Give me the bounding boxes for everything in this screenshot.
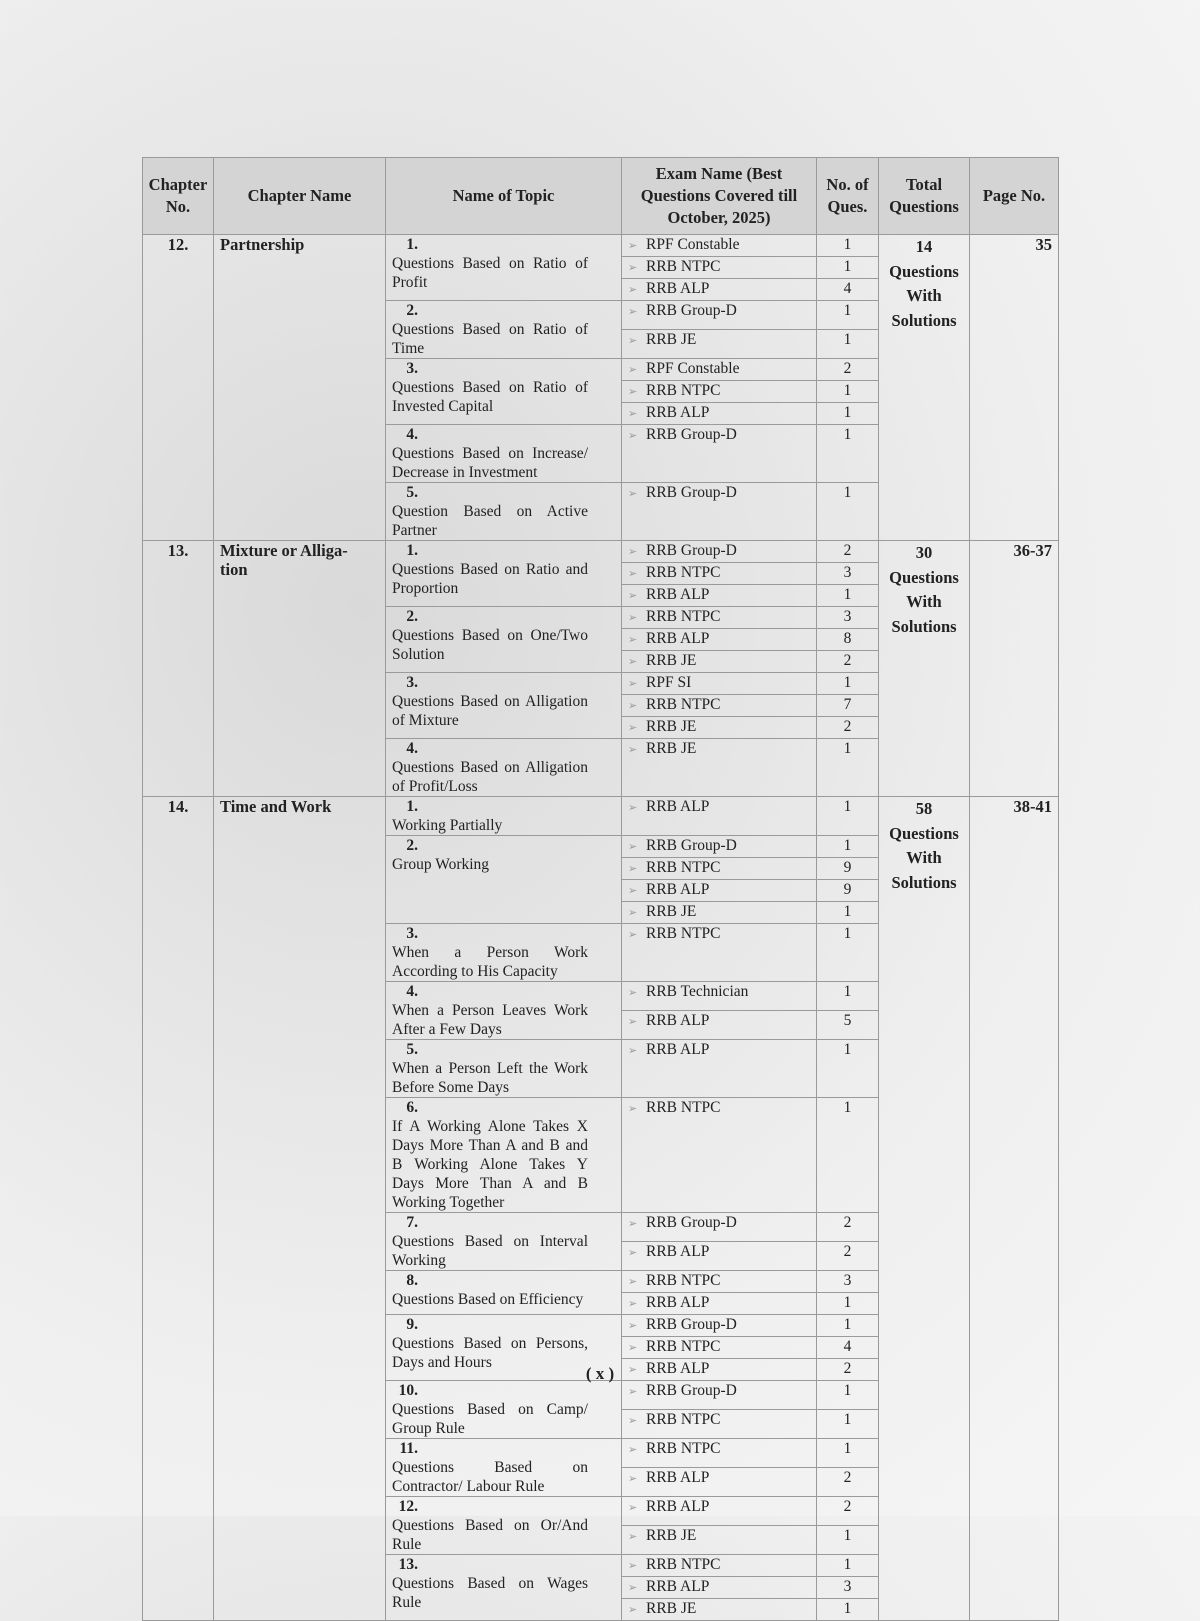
exam-cell	[622, 359, 817, 381]
topic-cell	[386, 1381, 622, 1439]
topic-number: 7.	[406, 1214, 418, 1231]
question-count: 1	[817, 982, 879, 1011]
topic-number: 4.	[406, 740, 418, 757]
total-questions-text: With	[906, 286, 942, 305]
topic-number: 1.	[406, 798, 418, 815]
exam-name: RRB NTPC	[646, 925, 721, 942]
arrow-bullet-icon: ➢	[628, 1045, 638, 1057]
exam-cell	[622, 1468, 817, 1497]
topic-cell	[386, 982, 622, 1040]
topic-number: 8.	[406, 1272, 418, 1289]
total-questions-cell	[879, 541, 970, 797]
exam-name: RRB ALP	[646, 1469, 710, 1486]
topic-number: 12.	[398, 1498, 418, 1515]
arrow-bullet-icon: ➢	[628, 1386, 638, 1398]
exam-name: RRB ALP	[646, 1498, 710, 1515]
total-questions-text: Questions	[889, 261, 959, 281]
topic-cell	[386, 1555, 622, 1621]
topic-cell	[386, 1497, 622, 1555]
question-count: 1	[817, 1410, 879, 1439]
arrow-bullet-icon: ➢	[628, 1604, 638, 1616]
question-count: 1	[817, 425, 879, 483]
arrow-bullet-icon: ➢	[628, 929, 638, 941]
total-questions-text: 14	[915, 237, 933, 256]
arrow-bullet-icon: ➢	[628, 1103, 638, 1115]
question-count: 2	[817, 1242, 879, 1271]
exam-cell	[622, 1293, 817, 1315]
question-count: 2	[817, 1359, 879, 1381]
total-questions-cell	[879, 235, 970, 541]
exam-name: RRB NTPC	[646, 382, 721, 399]
question-count: 7	[817, 695, 879, 717]
exam-name: RRB NTPC	[646, 1099, 721, 1116]
topic-title: When a Person Left the Work Before Some Days	[392, 1060, 588, 1096]
topic-number: 2.	[406, 302, 418, 319]
topic-title: Question Based on Active Partner	[392, 503, 588, 539]
exam-cell	[622, 585, 817, 607]
exam-name: RRB NTPC	[646, 1440, 721, 1457]
page-range: 36-37	[970, 541, 1059, 797]
question-count: 1	[817, 797, 879, 836]
question-count: 1	[817, 673, 879, 695]
question-count: 1	[817, 1555, 879, 1577]
total-questions-text: Solutions	[891, 872, 957, 892]
topic-cell	[386, 1439, 622, 1497]
topic-number: 3.	[406, 674, 418, 691]
topic-cell	[386, 797, 622, 836]
arrow-bullet-icon: ➢	[628, 240, 638, 252]
question-count: 1	[817, 381, 879, 403]
question-count: 2	[817, 541, 879, 563]
exam-name: RRB NTPC	[646, 859, 721, 876]
exam-name: RRB Group-D	[646, 1214, 737, 1231]
question-count: 2	[817, 1497, 879, 1526]
chapter-number: 14.	[143, 797, 214, 1621]
question-count: 1	[817, 1381, 879, 1410]
exam-name: RRB Group-D	[646, 542, 737, 559]
exam-cell	[622, 924, 817, 982]
topic-cell	[386, 1213, 622, 1271]
exam-cell	[622, 880, 817, 902]
header-page-no: Page No.	[970, 158, 1059, 235]
topic-number: 1.	[406, 542, 418, 559]
exam-cell	[622, 279, 817, 301]
arrow-bullet-icon: ➢	[628, 590, 638, 602]
exam-cell	[622, 1315, 817, 1337]
exam-cell	[622, 1011, 817, 1040]
topic-title: Questions Based on Increase/ Decrease in Investment	[392, 445, 588, 481]
exam-cell	[622, 1599, 817, 1621]
exam-cell	[622, 1242, 817, 1271]
exam-cell	[622, 629, 817, 651]
exam-cell	[622, 717, 817, 739]
topic-cell	[386, 483, 622, 541]
topic-title: Questions Based on Efficiency	[392, 1291, 584, 1308]
arrow-bullet-icon: ➢	[628, 568, 638, 580]
header-chapter-name: Chapter Name	[214, 158, 386, 235]
exam-name: RRB Technician	[646, 983, 749, 1000]
exam-cell	[622, 1577, 817, 1599]
topic-cell	[386, 836, 622, 924]
question-count: 1	[817, 257, 879, 279]
question-count: 1	[817, 1439, 879, 1468]
exam-name: RRB ALP	[646, 586, 710, 603]
arrow-bullet-icon: ➢	[628, 488, 638, 500]
topic-number: 10.	[398, 1382, 418, 1399]
exam-name: RRB NTPC	[646, 1556, 721, 1573]
topic-cell	[386, 541, 622, 607]
question-count: 3	[817, 1577, 879, 1599]
exam-cell	[622, 607, 817, 629]
exam-cell	[622, 902, 817, 924]
question-count: 1	[817, 1599, 879, 1621]
question-count: 1	[817, 1526, 879, 1555]
exam-name: RRB ALP	[646, 280, 710, 297]
arrow-bullet-icon: ➢	[628, 1247, 638, 1259]
arrow-bullet-icon: ➢	[628, 612, 638, 624]
exam-name: RRB Group-D	[646, 837, 737, 854]
arrow-bullet-icon: ➢	[628, 1218, 638, 1230]
arrow-bullet-icon: ➢	[628, 863, 638, 875]
total-questions-text: 30	[915, 543, 933, 562]
arrow-bullet-icon: ➢	[628, 987, 638, 999]
topic-cell	[386, 1040, 622, 1098]
arrow-bullet-icon: ➢	[628, 700, 638, 712]
topic-cell	[386, 607, 622, 673]
question-count: 5	[817, 1011, 879, 1040]
arrow-bullet-icon: ➢	[628, 802, 638, 814]
exam-cell	[622, 1410, 817, 1439]
arrow-bullet-icon: ➢	[628, 386, 638, 398]
topic-title: Questions Based on Ratio of Time	[392, 321, 588, 357]
arrow-bullet-icon: ➢	[628, 885, 638, 897]
topic-title: Working Partially	[392, 817, 503, 834]
arrow-bullet-icon: ➢	[628, 1364, 638, 1376]
question-count: 1	[817, 1098, 879, 1213]
topic-title: Questions Based on Or/And Rule	[392, 1517, 588, 1553]
topic-number: 5.	[406, 484, 418, 501]
question-count: 2	[817, 717, 879, 739]
exam-cell	[622, 651, 817, 673]
topic-cell	[386, 924, 622, 982]
exam-name: RRB Group-D	[646, 1316, 737, 1333]
arrow-bullet-icon: ➢	[628, 744, 638, 756]
topic-number: 2.	[406, 837, 418, 854]
exam-name: RRB NTPC	[646, 696, 721, 713]
exam-name: RRB NTPC	[646, 1272, 721, 1289]
arrow-bullet-icon: ➢	[628, 678, 638, 690]
topic-cell	[386, 301, 622, 359]
topic-title: Questions Based on Ratio and Proportion	[392, 561, 588, 597]
topic-title: Questions Based on Ratio of Invested Capital	[392, 379, 588, 415]
exam-name: RRB ALP	[646, 1012, 710, 1029]
exam-name: RRB Group-D	[646, 1382, 737, 1399]
question-count: 3	[817, 607, 879, 629]
exam-cell	[622, 563, 817, 585]
exam-name: RRB ALP	[646, 630, 710, 647]
topic-cell	[386, 1098, 622, 1213]
topic-title: Questions Based on Interval Working	[392, 1233, 588, 1269]
arrow-bullet-icon: ➢	[628, 722, 638, 734]
arrow-bullet-icon: ➢	[628, 1276, 638, 1288]
exam-name: RRB Group-D	[646, 302, 737, 319]
exam-name: RRB ALP	[646, 1041, 710, 1058]
exam-cell	[622, 403, 817, 425]
page-range: 35	[970, 235, 1059, 541]
arrow-bullet-icon: ➢	[628, 306, 638, 318]
topic-title: Questions Based on Camp/ Group Rule	[392, 1401, 588, 1437]
question-count: 1	[817, 924, 879, 982]
exam-cell	[622, 235, 817, 257]
arrow-bullet-icon: ➢	[628, 1473, 638, 1485]
topic-title: Questions Based on Alligation of Profit/Loss	[392, 759, 588, 795]
chapter-name: Mixture or Alliga- tion	[214, 541, 386, 797]
exam-name: RRB JE	[646, 740, 697, 757]
topic-title: Questions Based on Ratio of Profit	[392, 255, 588, 291]
table-row	[143, 235, 1059, 257]
exam-cell	[622, 425, 817, 483]
header-total-questions: Total Questions	[879, 158, 970, 235]
chapter-number: 12.	[143, 235, 214, 541]
exam-name: RRB ALP	[646, 1360, 710, 1377]
exam-name: RRB NTPC	[646, 1411, 721, 1428]
arrow-bullet-icon: ➢	[628, 1415, 638, 1427]
total-questions-text: 58	[915, 799, 933, 818]
exam-name: RRB JE	[646, 1527, 697, 1544]
exam-cell	[622, 1555, 817, 1577]
exam-name: RRB NTPC	[646, 258, 721, 275]
arrow-bullet-icon: ➢	[628, 1531, 638, 1543]
exam-name: RRB JE	[646, 652, 697, 669]
arrow-bullet-icon: ➢	[628, 364, 638, 376]
question-count: 1	[817, 1040, 879, 1098]
topic-title: Questions Based on Contractor/ Labour Rule	[392, 1459, 588, 1495]
topic-cell	[386, 425, 622, 483]
arrow-bullet-icon: ➢	[628, 1016, 638, 1028]
arrow-bullet-icon: ➢	[628, 408, 638, 420]
topic-title: When a Person Leaves Work After a Few Days	[392, 1002, 588, 1038]
question-count: 9	[817, 880, 879, 902]
total-questions-text: With	[906, 592, 942, 611]
topic-number: 3.	[406, 360, 418, 377]
exam-name: RRB JE	[646, 903, 697, 920]
header-no-of-ques: No. of Ques.	[817, 158, 879, 235]
exam-name: RRB Group-D	[646, 426, 737, 443]
topic-title: Questions Based on Alligation of Mixture	[392, 693, 588, 729]
arrow-bullet-icon: ➢	[628, 1444, 638, 1456]
total-questions-text: Solutions	[891, 616, 957, 636]
question-count: 4	[817, 1337, 879, 1359]
exam-name: RRB ALP	[646, 1294, 710, 1311]
exam-name: RRB Group-D	[646, 484, 737, 501]
exam-cell	[622, 381, 817, 403]
arrow-bullet-icon: ➢	[628, 1582, 638, 1594]
arrow-bullet-icon: ➢	[628, 284, 638, 296]
question-count: 2	[817, 359, 879, 381]
question-count: 1	[817, 902, 879, 924]
arrow-bullet-icon: ➢	[628, 1502, 638, 1514]
toc-body	[143, 235, 1059, 1621]
exam-cell	[622, 1040, 817, 1098]
chapter-name: Partnership	[214, 235, 386, 541]
exam-cell	[622, 1098, 817, 1213]
page-number: ( x )	[585, 1364, 615, 1383]
question-count: 1	[817, 403, 879, 425]
exam-name: RPF SI	[646, 674, 692, 691]
question-count: 2	[817, 1468, 879, 1497]
topic-title: When a Person Work According to His Capacity	[392, 944, 588, 980]
topic-cell	[386, 359, 622, 425]
header-exam-name: Exam Name (Best Questions Covered till October, 2025)	[622, 158, 817, 235]
arrow-bullet-icon: ➢	[628, 841, 638, 853]
arrow-bullet-icon: ➢	[628, 546, 638, 558]
question-count: 1	[817, 585, 879, 607]
question-count: 3	[817, 563, 879, 585]
exam-cell	[622, 1337, 817, 1359]
question-count: 1	[817, 235, 879, 257]
total-questions-text: Solutions	[891, 310, 957, 330]
header-topic: Name of Topic	[386, 158, 622, 235]
arrow-bullet-icon: ➢	[628, 335, 638, 347]
toc-table	[142, 157, 1059, 1621]
exam-cell	[622, 1497, 817, 1526]
topic-title: Group Working	[392, 856, 490, 873]
question-count: 3	[817, 1271, 879, 1293]
exam-cell	[622, 982, 817, 1011]
arrow-bullet-icon: ➢	[628, 1342, 638, 1354]
exam-cell	[622, 1526, 817, 1555]
exam-cell	[622, 1439, 817, 1468]
exam-name: RRB JE	[646, 718, 697, 735]
exam-cell	[622, 1213, 817, 1242]
topic-number: 5.	[406, 1041, 418, 1058]
topic-number: 1.	[406, 236, 418, 253]
question-count: 1	[817, 483, 879, 541]
question-count: 9	[817, 858, 879, 880]
arrow-bullet-icon: ➢	[628, 1560, 638, 1572]
exam-name: RRB ALP	[646, 1578, 710, 1595]
question-count: 8	[817, 629, 879, 651]
topic-title: Questions Based on One/Two Solution	[392, 627, 588, 663]
total-questions-text: Questions	[889, 567, 959, 587]
topic-number: 9.	[406, 1316, 418, 1333]
exam-cell	[622, 1271, 817, 1293]
arrow-bullet-icon: ➢	[628, 430, 638, 442]
exam-name: RRB ALP	[646, 881, 710, 898]
chapter-name: Time and Work	[214, 797, 386, 1621]
topic-title: Questions Based on Wages Rule	[392, 1575, 588, 1611]
exam-name: RRB NTPC	[646, 564, 721, 581]
question-count: 1	[817, 301, 879, 330]
topic-cell	[386, 673, 622, 739]
exam-cell	[622, 541, 817, 563]
arrow-bullet-icon: ➢	[628, 656, 638, 668]
question-count: 1	[817, 1315, 879, 1337]
topic-cell	[386, 1271, 622, 1315]
question-count: 1	[817, 739, 879, 797]
page-range: 38-41	[970, 797, 1059, 1621]
question-count: 2	[817, 651, 879, 673]
header-chapter-no: Chapter No.	[143, 158, 214, 235]
topic-number: 6.	[406, 1099, 418, 1116]
exam-name: RRB JE	[646, 331, 697, 348]
exam-cell	[622, 1381, 817, 1410]
total-questions-text: Questions	[889, 823, 959, 843]
question-count: 1	[817, 1293, 879, 1315]
exam-name: RRB ALP	[646, 1243, 710, 1260]
question-count: 1	[817, 836, 879, 858]
topic-number: 3.	[406, 925, 418, 942]
exam-cell	[622, 797, 817, 836]
exam-cell	[622, 673, 817, 695]
exam-name: RPF Constable	[646, 236, 740, 253]
exam-cell	[622, 483, 817, 541]
header-row	[143, 158, 1059, 235]
exam-cell	[622, 257, 817, 279]
exam-cell	[622, 301, 817, 330]
arrow-bullet-icon: ➢	[628, 1298, 638, 1310]
exam-name: RRB ALP	[646, 798, 710, 815]
topic-cell	[386, 739, 622, 797]
topic-number: 4.	[406, 983, 418, 1000]
topic-number: 2.	[406, 608, 418, 625]
exam-name: RRB NTPC	[646, 608, 721, 625]
exam-name: RRB NTPC	[646, 1338, 721, 1355]
arrow-bullet-icon: ➢	[628, 634, 638, 646]
exam-name: RRB JE	[646, 1600, 697, 1617]
table-row	[143, 541, 1059, 563]
exam-cell	[622, 858, 817, 880]
topic-number: 4.	[406, 426, 418, 443]
question-count: 2	[817, 1213, 879, 1242]
topic-number: 11.	[399, 1440, 418, 1457]
topic-title: If A Working Alone Takes X Days More Than A and B and B Working Alone Takes Y Days More Than A and B Working Together	[392, 1118, 588, 1211]
table-row	[143, 797, 1059, 836]
exam-cell	[622, 836, 817, 858]
exam-name: RRB ALP	[646, 404, 710, 421]
exam-cell	[622, 695, 817, 717]
arrow-bullet-icon: ➢	[628, 907, 638, 919]
exam-cell	[622, 330, 817, 359]
arrow-bullet-icon: ➢	[628, 1320, 638, 1332]
arrow-bullet-icon: ➢	[628, 262, 638, 274]
question-count: 4	[817, 279, 879, 301]
topic-title: Questions Based on Persons, Days and Hours	[392, 1335, 588, 1371]
chapter-number: 13.	[143, 541, 214, 797]
question-count: 1	[817, 330, 879, 359]
total-questions-cell	[879, 797, 970, 1621]
topic-cell	[386, 235, 622, 301]
total-questions-text: With	[906, 848, 942, 867]
topic-number: 13.	[398, 1556, 418, 1573]
exam-name: RPF Constable	[646, 360, 740, 377]
exam-cell	[622, 739, 817, 797]
